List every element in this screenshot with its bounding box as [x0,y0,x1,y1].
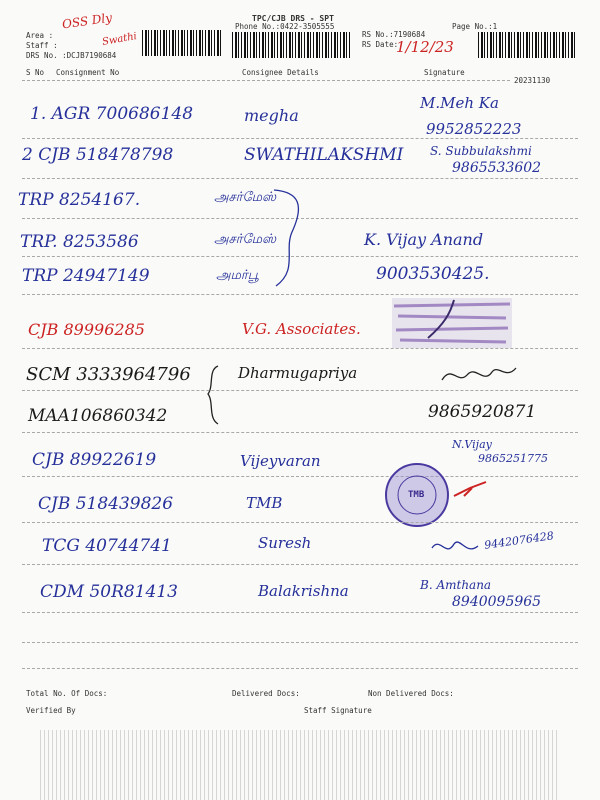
consignment-no: 2 CJB 518478798 [22,145,174,165]
phone: 9865533602 [452,160,542,176]
consignment-no: SCM 3333964796 [26,364,191,385]
total-docs-label: Total No. Of Docs: [26,689,108,698]
row-divider [22,138,578,139]
bleed-through-barcode [40,730,560,800]
row-divider [22,178,578,179]
consignee-name: TMB [246,494,283,512]
signature: N.Vijay [452,438,492,451]
consignment-no: CJB 89922619 [32,450,157,470]
col-consignment: Consignment No [56,68,120,77]
barcode-right [478,32,576,58]
signature-scribble [428,534,482,562]
staff-annotation: Swathi [101,31,138,48]
phone: 9865920871 [428,402,537,422]
staff-label: Staff : [26,41,58,50]
consignment-no: TCG 40744741 [42,536,172,556]
consignee-name: V.G. Associates. [242,320,361,338]
rs-date: 1/12/23 [396,38,454,56]
row-divider [22,390,578,391]
row-divider [22,668,578,669]
non-delivered-docs-label: Non Delivered Docs: [368,689,454,698]
consignment-no: 1. AGR 700686148 [30,104,194,124]
brace-mark [270,186,310,290]
signature-scribble [436,360,520,390]
delivered-docs-label: Delivered Docs: [232,689,300,698]
phone: 9442076428 [483,529,555,552]
consignee-name: SWATHILAKSHMI [244,145,404,165]
consignment-no: TRP 24947149 [22,266,150,286]
consignment-no: TRP 8254167. [18,190,141,210]
page-number: Page No.:1 [452,22,498,31]
area-annotation: OSS Dly [61,10,113,32]
row-divider [22,522,578,523]
verified-by-label: Verified By [26,706,76,715]
row-divider [22,476,578,477]
row-divider [22,348,578,349]
consignee-name: Balakrishna [258,582,349,600]
phone: 9003530425. [376,264,490,284]
consignee-name: அசர்மேஸ் [214,232,277,247]
date-code: 20231130 [514,76,551,85]
consignment-no: TRP. 8253586 [20,232,139,252]
area-label: Area : [26,31,54,40]
consignment-no: MAA106860342 [28,406,168,426]
consignee-name: Dharmugapriya [238,364,358,382]
consignee-name: அசர்மேஸ் [214,190,277,205]
signature: S. Subbulakshmi [430,144,532,158]
signature: B. Amthana [420,578,492,592]
consignment-no: CJB 518439826 [38,494,174,514]
phone: 9952852223 [426,120,522,138]
seal-text: TMB [408,490,425,500]
col-sno: S No [26,68,45,77]
row-divider [22,432,578,433]
phone: 9865251775 [478,452,548,465]
phone-number: Phone No.:0422-3505555 [235,22,335,31]
consignee-name: megha [244,106,299,125]
consignment-no: CJB 89996285 [28,320,145,339]
drs-number: DRS No. :DCJB7190684 [26,51,117,60]
signature: M.Meh Ka [420,94,499,112]
sheet-title: TPC/CJB DRS - SPT [252,14,334,23]
consignment-no: CDM 50R81413 [40,582,178,602]
row-divider [22,564,578,565]
consignee-name: Suresh [258,534,312,552]
red-check-mark [450,478,490,502]
rs-date-label: RS Date: [362,40,399,49]
header-divider [22,80,510,81]
barcode-left [142,30,222,56]
ink-smudge [388,294,516,352]
consignee-name: அமர்பூ [216,268,259,283]
staff-signature-label: Staff Signature [304,706,372,715]
signature: K. Vijay Anand [364,230,484,249]
consignee-name: Vijeyvaran [240,452,321,470]
col-consignee: Consignee Details [242,68,319,77]
phone: 8940095965 [452,594,542,610]
brace-mark [200,364,230,428]
barcode-center [232,32,352,58]
col-signature: Signature [424,68,465,77]
row-divider [22,612,578,613]
rs-number: RS No.:7190684 [362,30,426,39]
row-divider [22,642,578,643]
